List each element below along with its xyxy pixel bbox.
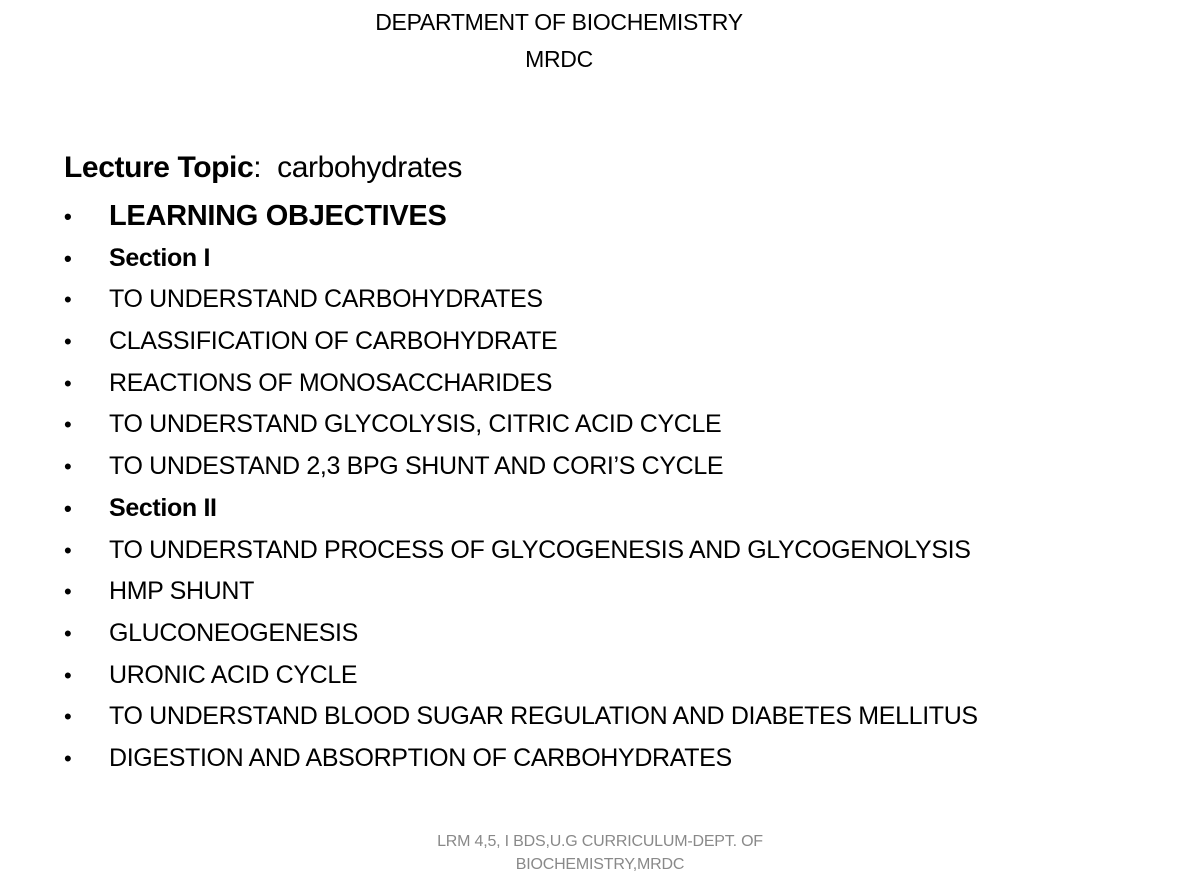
learning-objectives-list (64, 196, 978, 780)
section-heading-2: • Section II (64, 488, 978, 530)
slide-header (0, 4, 1118, 78)
lecture-topic-separator: : (253, 151, 262, 184)
footer-line-1: LRM 4,5, I BDS,U.G CURRICULUM-DEPT. OF (437, 833, 763, 850)
objective-item: • TO UNDERSTAND CARBOHYDRATES (64, 279, 978, 321)
objective-item: • REACTIONS OF MONOSACCHARIDES (64, 363, 978, 405)
learning-objectives-heading: • LEARNING OBJECTIVES (64, 196, 978, 238)
objective-item: • TO UNDERSTAND PROCESS OF GLYCOGENESIS AND GLYCOGENOLYSIS (64, 530, 978, 572)
lecture-topic-label: Lecture Topic (64, 151, 254, 184)
department-title: DEPARTMENT OF BIOCHEMISTRY (375, 9, 743, 35)
objective-item: • TO UNDESTAND 2,3 BPG SHUNT AND CORI’S CYCLE (64, 446, 978, 488)
objective-item: • TO UNDERSTAND GLYCOLYSIS, CITRIC ACID CYCLE (64, 404, 978, 446)
objective-item: • DIGESTION AND ABSORPTION OF CARBOHYDRATES (64, 738, 978, 780)
objective-item: • HMP SHUNT (64, 571, 978, 613)
slide-footer (0, 830, 1200, 876)
lecture-topic-value: carbohydrates (277, 151, 463, 184)
footer-line-2: BIOCHEMISTRY,MRDC (515, 856, 685, 873)
objective-item: • URONIC ACID CYCLE (64, 655, 978, 697)
section-heading-1: • Section I (64, 238, 978, 280)
objective-item: • CLASSIFICATION OF CARBOHYDRATE (64, 321, 978, 363)
institution-title: MRDC (525, 46, 593, 72)
lecture-topic (64, 148, 462, 188)
objective-item: • GLUCONEOGENESIS (64, 613, 978, 655)
objective-item: • TO UNDERSTAND BLOOD SUGAR REGULATION AND DIABETES MELLITUS (64, 696, 978, 738)
